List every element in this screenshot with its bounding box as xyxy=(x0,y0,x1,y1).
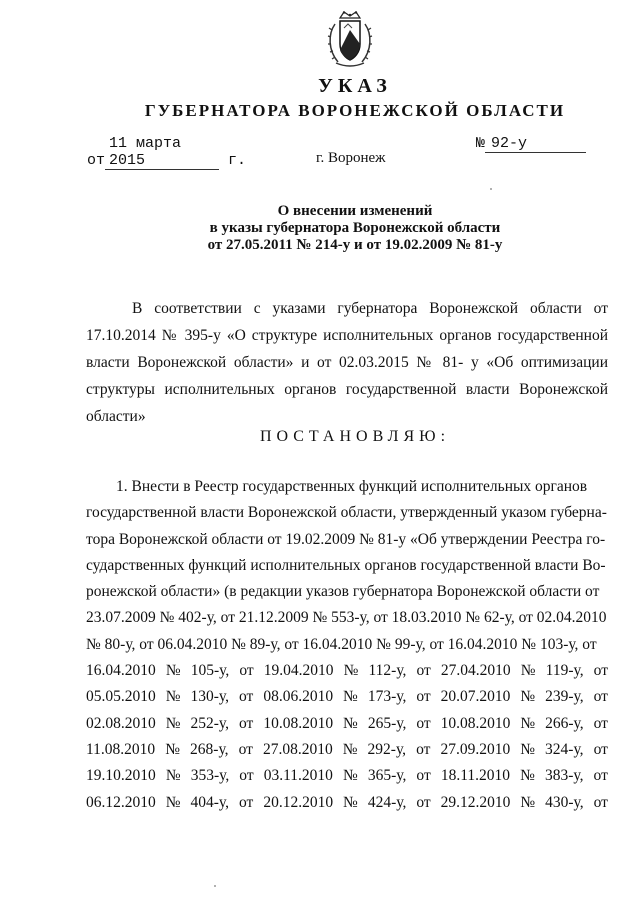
reference-token: от xyxy=(593,714,608,732)
reference-token: № xyxy=(520,767,535,785)
reference-token: от xyxy=(239,714,254,732)
reference-token: 16.04.2010 xyxy=(86,662,156,680)
reference-token: № xyxy=(343,662,359,680)
reference-token: от xyxy=(239,662,254,680)
resolve-heading: ПОСТАНОВЛЯЮ: xyxy=(259,428,451,445)
reference-token: 266-у, xyxy=(545,714,584,732)
decree-reference-rows xyxy=(86,658,608,816)
reference-token: от xyxy=(416,767,431,785)
clause-line: тора Воронежской области от 19.02.2009 № 81-у «Об утверждении Реестра го- xyxy=(86,530,606,548)
reference-token: № xyxy=(520,740,536,758)
reference-row xyxy=(86,711,608,737)
reference-token: № xyxy=(165,688,181,706)
reference-token: 10.08.2010 xyxy=(263,714,334,732)
reference-token: от xyxy=(238,740,253,758)
date-value: 11 марта 2015 xyxy=(105,135,219,170)
document-title xyxy=(0,203,640,254)
number-prefix: № xyxy=(476,135,486,152)
reference-token: от xyxy=(416,740,431,758)
reference-token: от xyxy=(416,714,431,732)
reference-token: 324-у, xyxy=(545,740,584,758)
reference-token: от xyxy=(416,662,431,680)
clause-line: ронежской области» (в редакции указов губернатора Воронежской области от xyxy=(86,583,600,601)
document-date xyxy=(87,135,246,170)
clause-line: 1. Внести в Реестр государственных функций исполнительных органов xyxy=(116,478,588,495)
reference-token: 19.10.2010 xyxy=(86,767,156,785)
preamble-text: В соответствии с указами губернатора Воронежской области от 17.10.2014 № 395-у «О структуре исполнительных органов государственной власти Воронежской области» и от 02.03.2015 № 81- у «Об оптимизации структуры исполнительных органов государственной власти Воронежской области» xyxy=(86,300,608,425)
reference-token: 18.11.2010 xyxy=(440,767,510,785)
reference-token: 239-у, xyxy=(545,688,584,706)
issuer-title: ГУБЕРНАТОРА ВОРОНЕЖСКОЙ ОБЛАСТИ xyxy=(144,101,566,120)
reference-token: № xyxy=(165,740,181,758)
clause-line: государственной власти Воронежской области, утвержденный указом губерна- xyxy=(86,504,607,522)
clause-line: 23.07.2009 № 402-у, от 21.12.2009 № 553-у, от 18.03.2010 № 62-у, от 02.04.2010 xyxy=(86,609,607,627)
reference-token: 20.12.2010 xyxy=(263,793,334,811)
preamble-paragraph xyxy=(86,295,608,430)
title-line: в указы губернатора Воронежской области xyxy=(209,220,501,236)
reference-token: № xyxy=(520,793,536,811)
date-prefix: от xyxy=(87,152,106,169)
reference-row xyxy=(86,790,608,816)
clause-1 xyxy=(86,474,608,816)
scan-speck xyxy=(490,188,492,190)
reference-token: 365-у, xyxy=(367,767,407,785)
reference-token: № xyxy=(520,662,536,680)
reference-token: № xyxy=(342,767,358,785)
reference-token: от xyxy=(416,793,431,811)
document-number xyxy=(476,135,586,153)
reference-token: 353-у, xyxy=(190,767,230,785)
reference-token: № xyxy=(343,688,358,706)
reference-token: 404-у, xyxy=(190,793,230,811)
reference-token: от xyxy=(593,740,608,758)
reference-token: от xyxy=(416,688,431,706)
reference-token: № xyxy=(165,793,181,811)
reference-token: № xyxy=(165,714,181,732)
reference-token: от xyxy=(593,662,608,680)
reference-token: № xyxy=(520,714,536,732)
reference-token: от xyxy=(593,688,608,706)
reference-row xyxy=(86,763,608,789)
title-line: от 27.05.2011 № 214-у и от 19.02.2009 № 81-у xyxy=(207,237,503,253)
reference-token: 19.04.2010 xyxy=(263,662,334,680)
reference-token: от xyxy=(239,767,254,785)
reference-token: № xyxy=(343,793,358,811)
document-type: УКАЗ xyxy=(318,75,392,97)
reference-token: 424-у, xyxy=(367,793,407,811)
title-line: О внесении изменений xyxy=(277,203,433,219)
reference-token: 430-у, xyxy=(545,793,584,811)
reference-token: 20.07.2010 xyxy=(440,688,511,706)
reference-row xyxy=(86,684,608,710)
reference-token: 252-у, xyxy=(190,714,230,732)
reference-token: 292-у, xyxy=(367,740,407,758)
date-suffix: г. xyxy=(228,152,247,169)
reference-row xyxy=(86,658,608,684)
reference-token: 268-у, xyxy=(190,740,229,758)
reference-token: 27.04.2010 xyxy=(440,662,511,680)
reference-token: от xyxy=(593,767,608,785)
reference-token: 130-у, xyxy=(190,688,230,706)
scan-speck xyxy=(214,885,216,887)
reference-token: № xyxy=(165,662,181,680)
clause-line: сударственных функций исполнительных органов государственной власти Во- xyxy=(86,556,606,574)
reference-token: 383-у, xyxy=(544,767,584,785)
reference-token: 11.08.2010 xyxy=(86,740,156,758)
reference-token: 08.06.2010 xyxy=(263,688,334,706)
reference-token: 119-у, xyxy=(545,662,584,680)
reference-token: от xyxy=(239,688,254,706)
reference-token: № xyxy=(342,740,358,758)
reference-token: 173-у, xyxy=(367,688,407,706)
reference-token: от xyxy=(239,793,254,811)
reference-token: 02.08.2010 xyxy=(86,714,156,732)
issue-city: г. Воронеж xyxy=(316,150,386,166)
reference-token: 06.12.2010 xyxy=(86,793,156,811)
reference-token: от xyxy=(593,793,608,811)
reference-token: 10.08.2010 xyxy=(440,714,511,732)
reference-token: 27.08.2010 xyxy=(262,740,333,758)
reference-token: № xyxy=(165,767,181,785)
reference-token: 29.12.2010 xyxy=(440,793,511,811)
reference-token: 05.05.2010 xyxy=(86,688,156,706)
reference-token: № xyxy=(520,688,536,706)
reference-token: 27.09.2010 xyxy=(440,740,511,758)
reference-token: № xyxy=(343,714,358,732)
reference-token: 112-у, xyxy=(368,662,407,680)
coat-of-arms-icon xyxy=(326,10,374,70)
reference-token: 03.11.2010 xyxy=(263,767,333,785)
reference-row xyxy=(86,737,608,763)
reference-token: 265-у, xyxy=(367,714,407,732)
clause-line: № 80-у, от 06.04.2010 № 89-у, от 16.04.2010 № 99-у, от 16.04.2010 № 103-у, от xyxy=(86,635,597,653)
number-value: 92-у xyxy=(485,135,586,153)
reference-token: 105-у, xyxy=(190,662,230,680)
